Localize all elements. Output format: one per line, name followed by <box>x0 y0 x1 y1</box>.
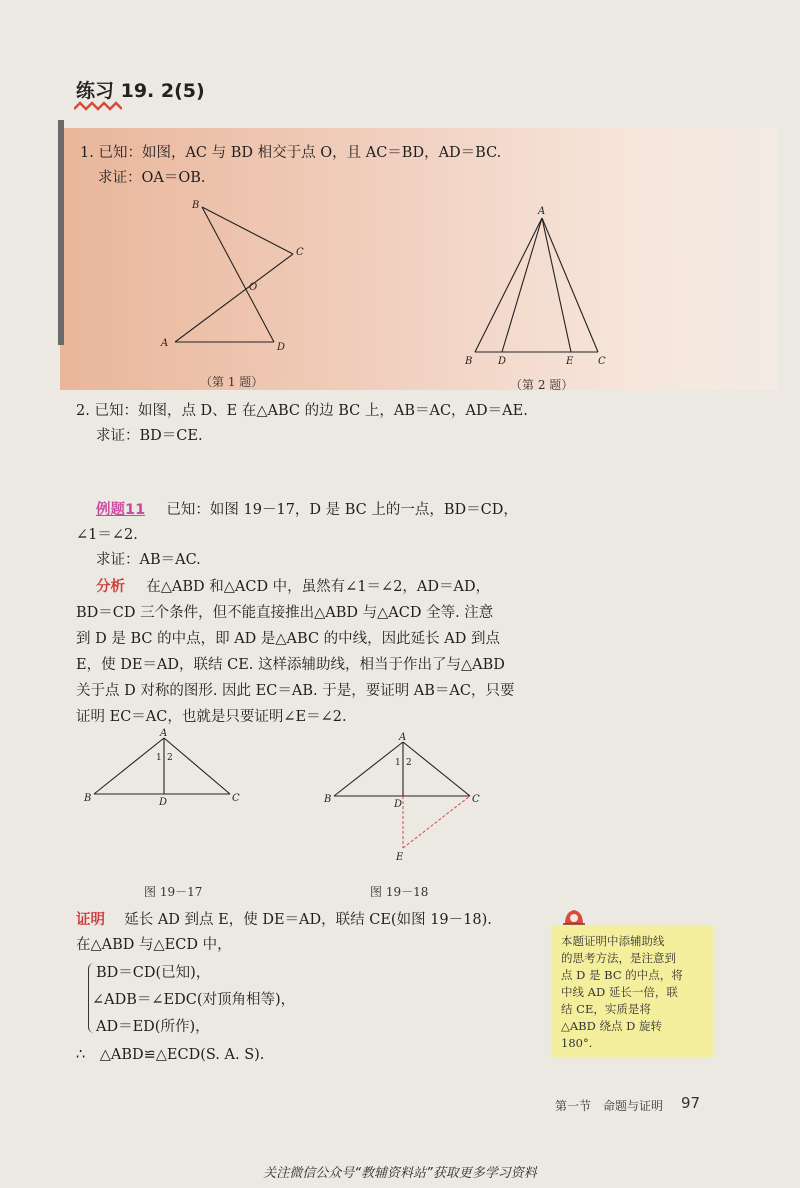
example-line3: 求证：AB＝AC. <box>96 552 201 568</box>
fig17-label-a: A <box>160 728 168 739</box>
fig1-label-c: C <box>296 247 304 258</box>
example-header <box>96 503 518 518</box>
fig2-label-e: E <box>566 356 574 367</box>
fig2-label-a: A <box>538 206 546 217</box>
note-line: 点 D 是 BC 的中点，将 <box>561 968 683 982</box>
analysis-line: E，使 DE＝AD，联结 CE. 这样添辅助线，相当于作出了与△ABD <box>76 657 505 673</box>
fig18-label-d: D <box>394 799 403 810</box>
fig18-label-e: E <box>396 852 404 863</box>
note-line: 结 CE，实质是将 <box>561 1002 651 1016</box>
exercise-title: 练习 19. 2(5) <box>76 80 205 102</box>
fig18-label-a: A <box>399 732 407 743</box>
zigzag-decoration <box>74 101 122 111</box>
example-line2: ∠1＝∠2. <box>76 527 138 543</box>
fig2-label-b: B <box>465 356 473 367</box>
fig17-label-d: D <box>159 797 168 808</box>
watermark-text: 关注微信公众号“教辅资料站”获取更多学习资料 <box>263 1166 537 1181</box>
q2-line1: 2. 已知：如图，点 D、E 在△ABC 的边 BC 上，AB＝AC，AD＝AE. <box>76 403 528 419</box>
proof-line2: 在△ABD 与△ECD 中， <box>76 937 232 953</box>
q2-line2: 求证：BD＝CE. <box>96 428 203 444</box>
note-line: 本题证明中添辅助线 <box>561 934 665 948</box>
fig18-angle-1: 1 <box>395 758 401 768</box>
fig17-angle-2: 2 <box>167 753 173 763</box>
analysis-line1: 在△ABD 和△ACD 中，虽然有∠1＝∠2，AD＝AD， <box>146 579 491 595</box>
note-line: △ABD 绕点 D 旋转 <box>561 1019 663 1033</box>
fig18-angle-2: 2 <box>406 758 412 768</box>
proof-line1: 延长 AD 到点 E，使 DE＝AD，联结 CE(如图 19－18). <box>124 912 492 928</box>
fig2-label-c: C <box>598 356 606 367</box>
proof-condition: BD＝CD(已知)， <box>96 965 211 981</box>
analysis-header <box>96 580 490 595</box>
q1-line1: 1. 已知：如图，AC 与 BD 相交于点 O，且 AC＝BD，AD＝BC. <box>80 145 502 161</box>
fig17-label-b: B <box>84 793 92 804</box>
footer-section: 第一节 命题与证明 <box>555 1099 664 1113</box>
fig2-caption: （第 2 题） <box>510 378 574 392</box>
fig17-caption: 图 19－17 <box>144 885 203 899</box>
fig17-angle-1: 1 <box>156 753 162 763</box>
analysis-line: 到 D 是 BC 的中点，即 AD 是△ABC 的中线，因此延长 AD 到点 <box>76 631 500 647</box>
figure-2 <box>460 202 620 372</box>
analysis-line: 证明 EC＝AC，也就是只要证明∠E＝∠2. <box>76 709 347 725</box>
fig18-label-b: B <box>324 794 332 805</box>
fig1-label-o: O <box>249 282 258 293</box>
figure-1 <box>150 192 320 357</box>
proof-header <box>76 913 492 928</box>
figure-19-18 <box>320 730 490 865</box>
q1-line2: 求证：OA＝OB. <box>98 170 206 186</box>
fig1-label-d: D <box>277 342 286 353</box>
figure-19-17 <box>80 728 250 808</box>
fig1-caption: （第 1 题） <box>200 375 264 389</box>
analysis-line: BD＝CD 三个条件，但不能直接推出△ABD 与△ACD 全等. 注意 <box>76 605 494 621</box>
proof-condition: AD＝ED(所作)， <box>96 1019 210 1035</box>
note-line: 的思考方法，是注意到 <box>561 951 676 965</box>
fig17-label-c: C <box>232 793 240 804</box>
example-label: 例题11 <box>96 502 146 518</box>
proof-conclusion: ∴ △ABD≌△ECD(S. A. S). <box>76 1047 265 1063</box>
analysis-line: 关于点 D 对称的图形. 因此 EC＝AB. 于是，要证明 AB＝AC，只要 <box>76 683 515 699</box>
example-line1: 已知：如图 19－17，D 是 BC 上的一点，BD＝CD， <box>166 502 518 518</box>
page-number: 97 <box>681 1094 701 1112</box>
proof-label: 证明 <box>76 912 105 928</box>
note-line: 180°. <box>561 1036 593 1050</box>
fig18-label-c: C <box>472 794 480 805</box>
fig1-label-a: A <box>161 338 169 349</box>
analysis-label: 分析 <box>96 579 125 595</box>
fig1-label-b: B <box>192 200 200 211</box>
note-line: 中线 AD 延长一倍，联 <box>561 985 678 999</box>
side-note <box>551 925 713 1057</box>
proof-condition: ∠ADB＝∠EDC(对顶角相等)， <box>92 992 296 1008</box>
exercise-panel-bar <box>58 120 64 345</box>
fig2-label-d: D <box>498 356 507 367</box>
fig18-caption: 图 19－18 <box>370 885 429 899</box>
